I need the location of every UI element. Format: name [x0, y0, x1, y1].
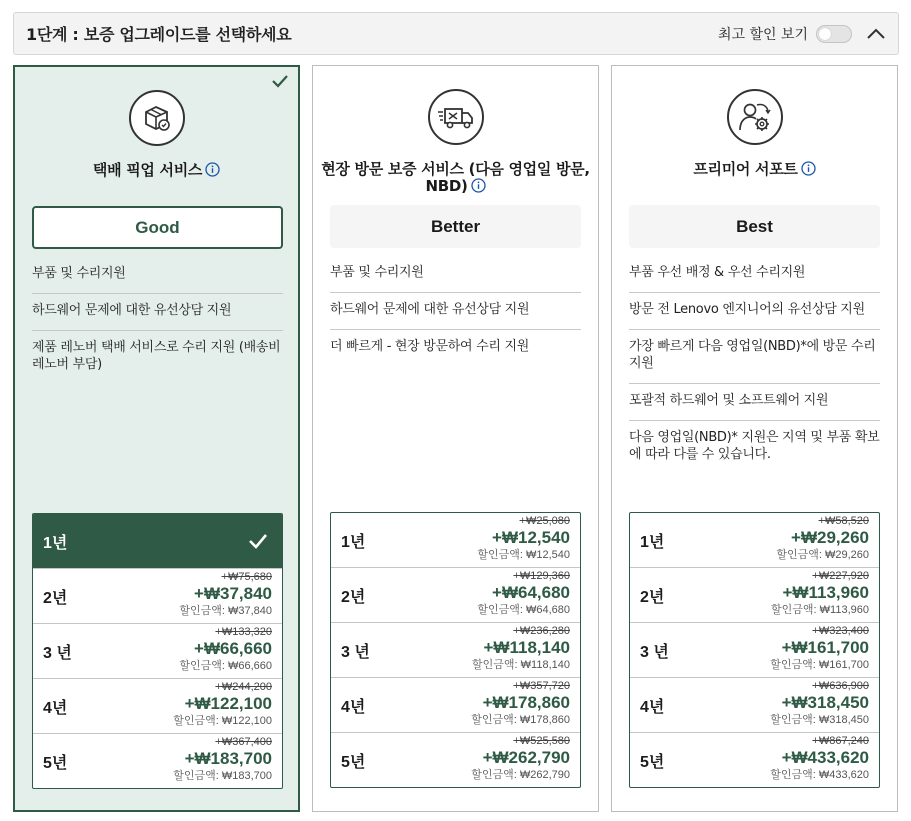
original-price: +₩75,680: [221, 571, 272, 583]
info-icon[interactable]: [801, 161, 816, 180]
plan-title-text: 현장 방문 보증 서비스 (다음 영업일 방문, NBD): [321, 160, 590, 195]
feature-item: 다음 영업일(NBD)* 지원은 지역 및 부품 확보에 따라 다를 수 있습니다.: [629, 430, 880, 462]
year-label: 1년: [640, 533, 665, 551]
sale-price: +₩178,860: [482, 693, 570, 712]
price-block: [471, 680, 570, 726]
price-block: [472, 625, 570, 671]
discount-amount: 할인금액: ₩64,680: [477, 604, 570, 616]
sale-price: +₩122,100: [184, 694, 272, 713]
original-price: +₩357,720: [513, 680, 570, 692]
year-options: [32, 513, 283, 789]
box-pickup-icon: [129, 90, 185, 146]
sale-price: +₩118,140: [483, 638, 570, 657]
price-block: [770, 735, 869, 781]
year-label: 3 년: [640, 643, 669, 661]
original-price: +₩636,900: [812, 680, 869, 692]
header-controls: [718, 24, 886, 44]
original-price: +₩58,520: [818, 515, 869, 527]
feature-item: 하드웨어 문제에 대한 유선상담 지원: [32, 294, 283, 331]
truck-service-icon: [428, 89, 484, 145]
price-block: [771, 570, 869, 616]
best-discount-label: 최고 할인 보기: [717, 26, 808, 43]
sale-price: +₩113,960: [782, 583, 869, 602]
step-header: [13, 12, 899, 55]
sale-price: +₩183,700: [184, 749, 272, 768]
year-label: 3 년: [341, 643, 370, 661]
year-label: 5년: [43, 755, 68, 772]
year-option-5[interactable]: [630, 733, 879, 788]
feature-list: [32, 257, 283, 384]
tier-badge: Good: [32, 206, 283, 249]
year-label: 4년: [341, 698, 366, 716]
sale-price: +₩262,790: [482, 748, 570, 767]
feature-item: 포괄적 하드웨어 및 소프트웨어 지원: [629, 384, 880, 421]
check-icon: [248, 532, 268, 550]
discount-amount: 할인금액: ₩433,620: [770, 769, 869, 781]
year-label: 1년: [341, 533, 366, 551]
original-price: +₩323,400: [812, 625, 869, 637]
feature-list: [629, 256, 880, 474]
year-option-1[interactable]: [33, 514, 282, 569]
year-option-3[interactable]: [630, 623, 879, 678]
discount-amount: 할인금액: ₩161,700: [770, 659, 869, 671]
year-option-3[interactable]: [331, 623, 580, 678]
discount-amount: 할인금액: ₩183,700: [173, 770, 272, 782]
year-label: 3 년: [43, 644, 72, 662]
plan-title-text: 프리미어 서포트: [693, 160, 798, 178]
plan-title: [321, 161, 590, 197]
original-price: +₩236,280: [513, 625, 570, 637]
price-block: [770, 625, 869, 671]
selected-check-icon: [272, 73, 290, 89]
discount-amount: 할인금액: ₩12,540: [477, 549, 570, 561]
plan-title: [620, 161, 889, 180]
year-option-3[interactable]: [33, 624, 282, 679]
price-block: [179, 571, 272, 617]
discount-amount: 할인금액: ₩318,450: [770, 714, 869, 726]
price-block: [179, 626, 272, 672]
year-label: 4년: [43, 699, 68, 717]
year-label: 2년: [640, 588, 665, 606]
year-options: [629, 512, 880, 788]
price-block: [770, 680, 869, 726]
sale-price: +₩12,540: [492, 528, 570, 547]
year-option-4[interactable]: [630, 678, 879, 733]
info-icon[interactable]: [471, 178, 486, 197]
feature-list: [330, 256, 581, 366]
step-title: 1단계 : 보증 업그레이드를 선택하세요: [26, 25, 292, 44]
feature-item: 방문 전 Lenovo 엔지니어의 유선상담 지원: [629, 293, 880, 330]
price-block: [477, 515, 570, 561]
year-label: 1년: [43, 534, 68, 552]
feature-item: 제품 레노버 택배 서비스로 수리 지원 (배송비 레노버 부담): [32, 340, 281, 372]
discount-amount: 할인금액: ₩262,790: [471, 769, 570, 781]
tier-badge: Best: [629, 205, 880, 248]
feature-item: 부품 및 수리지원: [330, 256, 581, 293]
plan-card-better[interactable]: [312, 65, 599, 812]
original-price: +₩129,360: [513, 570, 570, 582]
plan-card-good[interactable]: [13, 65, 300, 812]
feature-item: 부품 및 수리지원: [32, 257, 283, 294]
discount-amount: 할인금액: ₩118,140: [472, 659, 570, 671]
feature-item: 부품 우선 배정 & 우선 수리지원: [629, 256, 880, 293]
original-price: +₩367,400: [215, 736, 272, 748]
tier-badge: Better: [330, 205, 581, 248]
feature-item: 하드웨어 문제에 대한 유선상담 지원: [330, 293, 581, 330]
plan-card-best[interactable]: [611, 65, 898, 812]
original-price: +₩25,080: [519, 515, 570, 527]
year-label: 2년: [43, 589, 68, 607]
year-option-4[interactable]: [33, 679, 282, 734]
feature-item: 더 빠르게 - 현장 방문하여 수리 지원: [330, 339, 529, 354]
feature-item: 가장 빠르게 다음 영업일(NBD)*에 방문 수리 지원: [629, 330, 880, 384]
plan-title: [23, 162, 290, 181]
discount-amount: 할인금액: ₩66,660: [179, 660, 272, 672]
sale-price: +₩66,660: [194, 639, 272, 658]
year-label: 2년: [341, 588, 366, 606]
original-price: +₩867,240: [812, 735, 869, 747]
year-option-1[interactable]: [630, 513, 879, 568]
original-price: +₩227,920: [812, 570, 869, 582]
best-discount-toggle[interactable]: [816, 25, 852, 43]
sale-price: +₩161,700: [781, 638, 869, 657]
sale-price: +₩64,680: [492, 583, 570, 602]
price-block: [173, 681, 272, 727]
toggle-knob: [819, 28, 831, 40]
year-option-2[interactable]: [331, 568, 580, 623]
price-block: [173, 736, 272, 782]
original-price: +₩525,580: [513, 735, 570, 747]
discount-amount: 할인금액: ₩113,960: [771, 604, 869, 616]
year-option-2[interactable]: [33, 569, 282, 624]
info-icon[interactable]: [205, 162, 220, 181]
sale-price: +₩318,450: [781, 693, 869, 712]
sale-price: +₩433,620: [781, 748, 869, 767]
sale-price: +₩37,840: [194, 584, 272, 603]
year-option-4[interactable]: [331, 678, 580, 733]
discount-amount: 할인금액: ₩122,100: [173, 715, 272, 727]
original-price: +₩133,320: [215, 626, 272, 638]
year-label: 5년: [341, 754, 366, 771]
price-block: [477, 570, 570, 616]
price-block: [776, 515, 869, 561]
original-price: +₩244,200: [215, 681, 272, 693]
year-option-5[interactable]: [33, 734, 282, 789]
discount-amount: 할인금액: ₩178,860: [471, 714, 570, 726]
sale-price: +₩29,260: [791, 528, 869, 547]
price-block: [471, 735, 570, 781]
discount-amount: 할인금액: ₩37,840: [179, 605, 272, 617]
chevron-up-icon[interactable]: [866, 24, 886, 44]
discount-amount: 할인금액: ₩29,260: [776, 549, 869, 561]
person-gear-icon: [727, 89, 783, 145]
plan-title-text: 택배 픽업 서비스: [92, 161, 203, 179]
year-label: 5년: [640, 754, 665, 771]
year-option-1[interactable]: [331, 513, 580, 568]
year-option-5[interactable]: [331, 733, 580, 788]
year-options: [330, 512, 581, 788]
year-label: 4년: [640, 698, 665, 716]
year-option-2[interactable]: [630, 568, 879, 623]
